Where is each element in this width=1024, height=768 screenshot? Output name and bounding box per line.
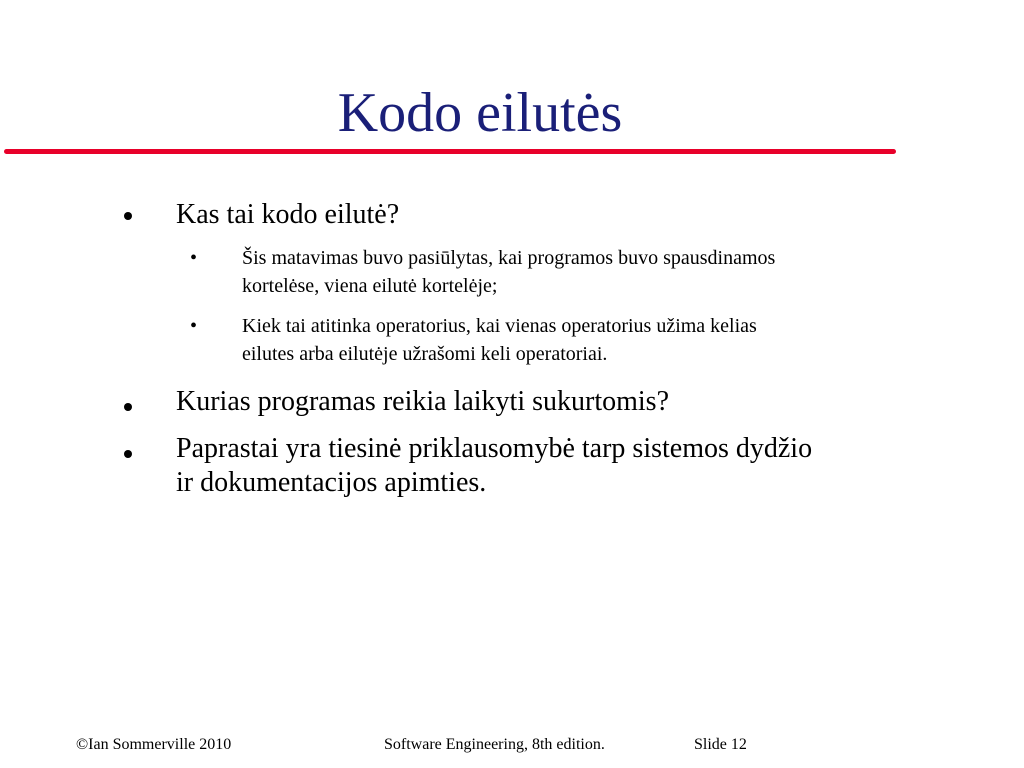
footer-copyright: ©Ian Sommerville 2010 [76, 736, 232, 753]
sub-bullet-text [242, 312, 962, 368]
bullet-dot [124, 450, 132, 458]
sub-bullet-text [242, 244, 962, 300]
footer-book: Software Engineering, 8th edition. [384, 736, 605, 753]
footer-slide-number: Slide 12 [694, 736, 747, 753]
sub-bullet-line: Kiek tai atitinka operatorius, kai vienas operatorius užima kelias [242, 315, 757, 337]
sub-bullet-dot: • [190, 247, 198, 269]
sub-bullet-line: eilutes arba eilutėje užrašomi keli operatoriai. [242, 343, 608, 365]
sub-bullet-line: Šis matavimas buvo pasiūlytas, kai programos buvo spausdinamos [242, 247, 776, 269]
bullet-text [176, 432, 976, 500]
bullet-dot [124, 212, 132, 220]
bullet-text: Kurias programas reikia laikyti sukurtomis? [176, 386, 669, 417]
bullet-dot [124, 403, 132, 411]
bullet-line: Paprastai yra tiesinė priklausomybė tarp sistemos dydžio [176, 433, 813, 464]
sub-bullet-dot: • [190, 315, 198, 337]
sub-bullet-line: kortelėse, viena eilutė kortelėje; [242, 275, 498, 297]
bullet-line: ir dokumentacijos apimties. [176, 467, 487, 498]
bullet-text: Kas tai kodo eilutė? [176, 199, 400, 230]
slide-title: Kodo eilutės [337, 82, 623, 144]
